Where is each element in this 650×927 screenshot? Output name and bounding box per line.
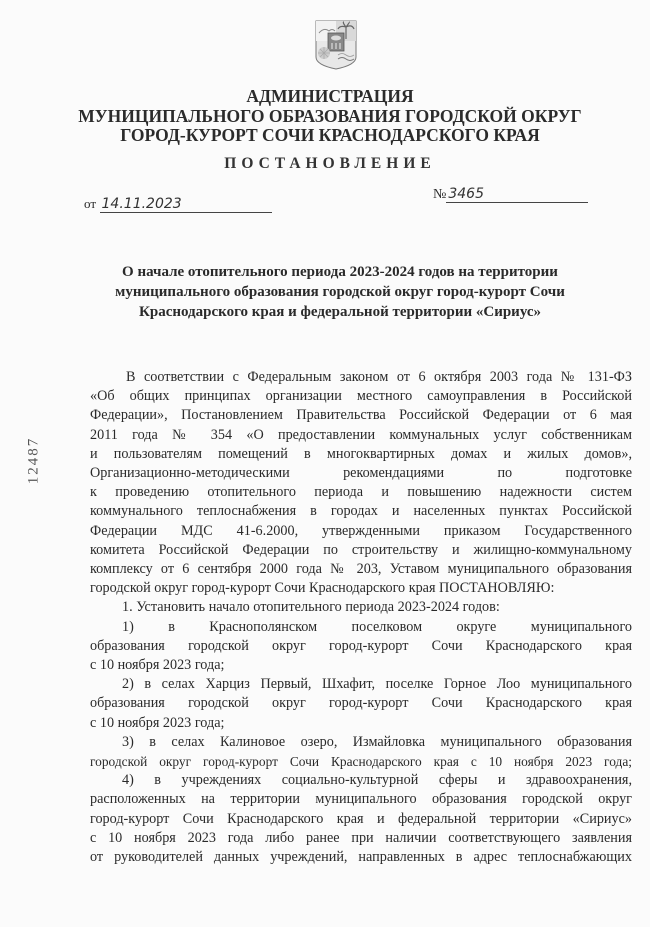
document-type: ПОСТАНОВЛЕНИЕ xyxy=(224,155,436,172)
body-line: расположенных на территории муниципального образования городской округ xyxy=(90,791,632,808)
header-municipality: МУНИЦИПАЛЬНОГО ОБРАЗОВАНИЯ ГОРОДСКОЙ ОКРУГ xyxy=(78,106,582,126)
body-line: «Об общих принципах организации местного самоуправления в Российской xyxy=(90,388,632,405)
number-value: 3465 xyxy=(446,186,588,203)
subject-line: О начале отопительного периода 2023-2024 годов на территории xyxy=(122,264,558,280)
body-line: с 10 ноября 2023 года; xyxy=(90,657,225,674)
body-line: к проведению отопительного периода и повышению надежности систем xyxy=(90,484,632,501)
body-line: город-курорт Сочи Краснодарского края и федеральной территории «Сириус» xyxy=(90,810,632,827)
body-line: образования городской округ город-курорт Сочи Краснодарского края xyxy=(90,637,632,654)
side-stamp-number: 12487 xyxy=(25,436,42,485)
header-city: ГОРОД-КУРОРТ СОЧИ КРАСНОДАРСКОГО КРАЯ xyxy=(120,125,540,145)
body-line: с 10 ноября 2023 года либо ранее при наличии соответствующего заявления xyxy=(90,829,632,846)
body-line: 1) в Краснополянском поселковом округе муниципального xyxy=(122,618,632,635)
body-line: 1. Установить начало отопительного периода 2023-2024 годов: xyxy=(122,599,500,616)
body-line: 2011 года № 354 «О предоставлении коммунальных услуг собственникам xyxy=(90,426,632,443)
body-line: комитета Российской Федерации по строительству и жилищно-коммунальному xyxy=(90,541,632,558)
body-line: коммунального теплоснабжения в городах и населенных пунктах Российской xyxy=(90,503,632,520)
body-line: 3) в селах Калиновое озеро, Измайловка муниципального образования xyxy=(122,733,632,750)
subject-line: Краснодарского края и федеральной территории «Сириус» xyxy=(138,304,542,320)
document-date xyxy=(84,196,272,213)
body-line: городской округ город-курорт Сочи Краснодарского края с 10 ноября 2023 года; xyxy=(90,754,632,770)
body-line: 2) в селах Харциз Первый, Шхафит, поселке Горное Лоо муниципального xyxy=(122,676,632,693)
body-line: Федерации», Постановлением Правительства Российской Федерации от 6 мая xyxy=(90,407,632,424)
document-body xyxy=(90,368,632,867)
side-stamp xyxy=(14,432,54,492)
date-value: 14.11.2023 xyxy=(100,196,272,213)
body-line: образования городской округ город-курорт Сочи Краснодарского края xyxy=(90,695,632,712)
header-administration: АДМИНИСТРАЦИЯ xyxy=(246,86,414,106)
body-line: с 10 ноября 2023 года; xyxy=(90,714,225,731)
document-number xyxy=(433,186,588,203)
body-line: комплексу от 6 сентября 2000 года № 203, Уставом муниципального образования xyxy=(90,561,632,578)
sochi-coat-of-arms-icon xyxy=(314,19,358,71)
document-subject xyxy=(80,262,600,322)
number-prefix: № xyxy=(433,187,447,202)
body-line: В соответствии с Федеральным законом от 6 октября 2003 года № 131-ФЗ xyxy=(126,369,632,385)
body-line: и пользователям помещений в многоквартирных домах и жилых домов», xyxy=(90,445,632,462)
body-line: городской округ город-курорт Сочи Краснодарского края ПОСТАНОВЛЯЮ: xyxy=(90,580,555,597)
subject-line: муниципального образования городской округ город-курорт Сочи xyxy=(115,284,565,300)
body-line: от руководителей данных учреждений, направленных в адрес теплоснабжающих xyxy=(90,849,632,866)
date-prefix: от xyxy=(84,196,97,211)
body-line: Федерации МДС 41-6.2000, утвержденными приказом Государственного xyxy=(90,522,632,539)
body-line: Организационно-методическими рекомендациями по подготовке xyxy=(90,465,632,482)
body-line: 4) в учреждениях социально-культурной сферы и здравоохранения, xyxy=(122,772,632,789)
